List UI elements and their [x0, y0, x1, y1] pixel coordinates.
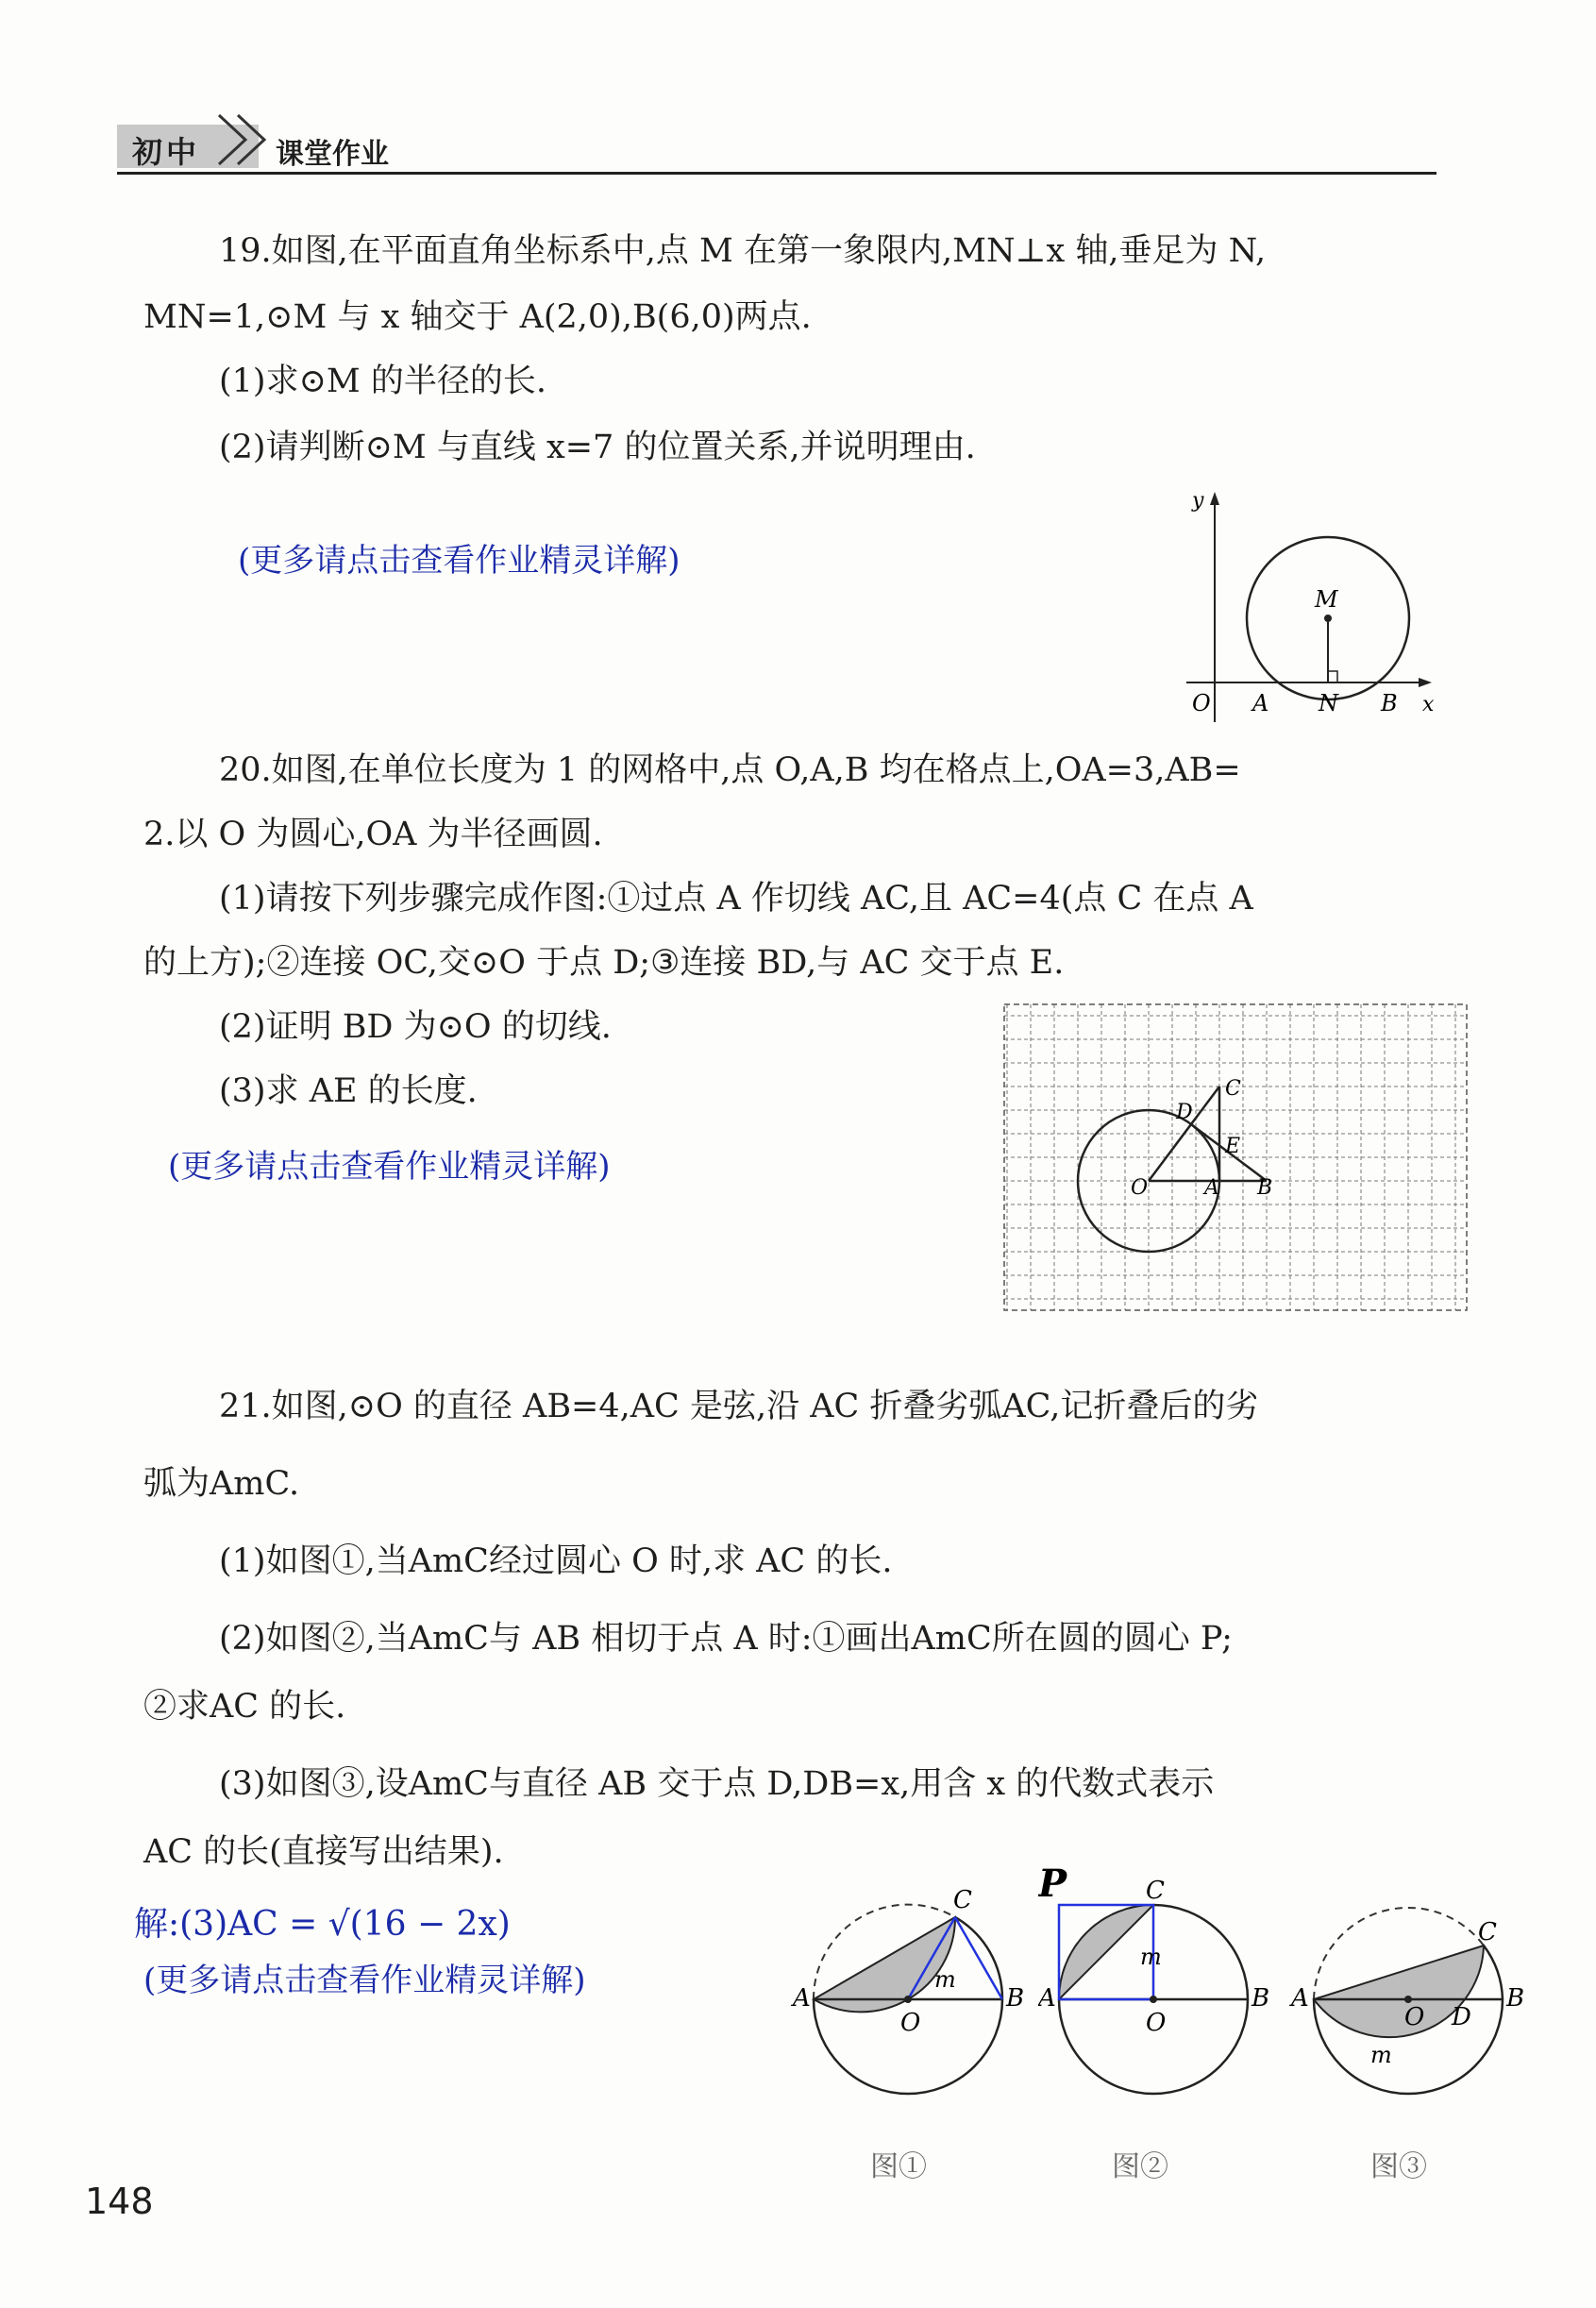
fig2-caption: 图② [1112, 2150, 1168, 2183]
q20-part2: (2)证明 BD 为⊙O 的切线. [219, 1008, 612, 1046]
fig3-label-c: C [1478, 1918, 1497, 1946]
q20-label-o: O [1131, 1176, 1149, 1200]
q21-part3a: (3)如图③,设AmC与直径 AB 交于点 D,DB=x,用含 x 的代数式表示 [219, 1765, 1215, 1803]
fig1-caption: 图① [870, 2150, 927, 2183]
q20-label-b: B [1257, 1176, 1273, 1200]
q20-hint-link[interactable]: (更多请点击查看作业精灵详解) [168, 1148, 611, 1186]
fig2-label-o: O [1146, 2009, 1167, 2037]
q20-part1a: (1)请按下列步骤完成作图:①过点 A 作切线 AC,且 AC=4(点 C 在点 A [219, 880, 1253, 918]
fig2-label-p: P [1038, 1862, 1067, 1906]
q19-label-o: O [1192, 690, 1211, 716]
q19-label-x: x [1422, 693, 1435, 716]
fig3-label-d: D [1452, 2003, 1471, 2031]
q21-line1: 21.如图,⊙O 的直径 AB=4,AC 是弦,沿 AC 折叠劣弧AC,记折叠后的劣 [219, 1388, 1259, 1425]
q19-label-b: B [1381, 690, 1398, 716]
q20-label-d: D [1176, 1101, 1193, 1124]
q20-label-e: E [1225, 1135, 1241, 1158]
fig2-label-b: B [1252, 1984, 1269, 2013]
q19-figure [1175, 486, 1458, 727]
q19-label-y: y [1192, 489, 1204, 513]
q19-line1: 19.如图,在平面直角坐标系中,点 M 在第一象限内,MN⊥x 轴,垂足为 N, [219, 232, 1267, 270]
q20-label-a: A [1204, 1176, 1219, 1200]
q21-part2a: (2)如图②,当AmC与 AB 相切于点 A 时:①画出AmC所在圆的圆心 P; [219, 1620, 1233, 1658]
fig2-label-c: C [1146, 1877, 1165, 1905]
fig3-label-o: O [1404, 2003, 1425, 2031]
header-level: 初中 [132, 134, 201, 170]
q19-label-a: A [1252, 690, 1269, 716]
chevron-icon [213, 110, 279, 168]
q21-figure-1 [783, 1855, 1033, 2195]
q19-part1: (1)求⊙M 的半径的长. [219, 362, 546, 400]
q20-grid-figure [1000, 1001, 1472, 1317]
q21-answer: 解:(3)AC = √(16 − 2x) [134, 1905, 511, 1944]
fig3-label-a: A [1291, 1984, 1309, 2013]
q21-figure-2 [1038, 1855, 1269, 2195]
q19-part2: (2)请判断⊙M 与直线 x=7 的位置关系,并说明理由. [219, 429, 976, 466]
fig1-label-o: O [900, 2009, 921, 2037]
q20-part1b: 的上方);②连接 OC,交⊙O 于点 D;③连接 BD,与 AC 交于点 E. [143, 944, 1065, 982]
q21-line2: 弧为AmC. [143, 1465, 300, 1503]
q19-label-m: M [1315, 586, 1338, 613]
q21-figure-3 [1284, 1855, 1534, 2195]
page-number: 148 [85, 2181, 154, 2222]
fig3-label-m: m [1370, 2042, 1392, 2068]
fig1-label-c: C [953, 1886, 972, 1914]
q19-hint-link[interactable]: (更多请点击查看作业精灵详解) [238, 542, 680, 580]
q20-line1: 20.如图,在单位长度为 1 的网格中,点 O,A,B 均在格点上,OA=3,AB= [219, 751, 1241, 789]
header-rule [117, 172, 1436, 175]
q21-part1: (1)如图①,当AmC经过圆心 O 时,求 AC 的长. [219, 1542, 893, 1580]
fig3-label-b: B [1506, 1984, 1525, 2013]
fig1-label-b: B [1006, 1984, 1025, 2013]
q20-label-c: C [1225, 1077, 1241, 1101]
fig1-label-m: m [934, 1966, 956, 1993]
fig2-label-a: A [1038, 1984, 1056, 2013]
q19-label-n: N [1319, 690, 1338, 716]
q21-part2b: ②求AC 的长. [143, 1688, 346, 1726]
q21-part3b: AC 的长(直接写出结果). [143, 1833, 504, 1871]
fig3-caption: 图③ [1370, 2150, 1427, 2183]
header-title: 课堂作业 [276, 138, 389, 171]
q19-line2: MN=1,⊙M 与 x 轴交于 A(2,0),B(6,0)两点. [143, 298, 812, 336]
fig2-label-m: m [1140, 1944, 1162, 1970]
fig1-label-a: A [793, 1984, 811, 2013]
q20-part3: (3)求 AE 的长度. [219, 1072, 478, 1110]
q20-line2: 2.以 O 为圆心,OA 为半径画圆. [143, 816, 603, 853]
q21-hint-link[interactable]: (更多请点击查看作业精灵详解) [143, 1962, 586, 1999]
